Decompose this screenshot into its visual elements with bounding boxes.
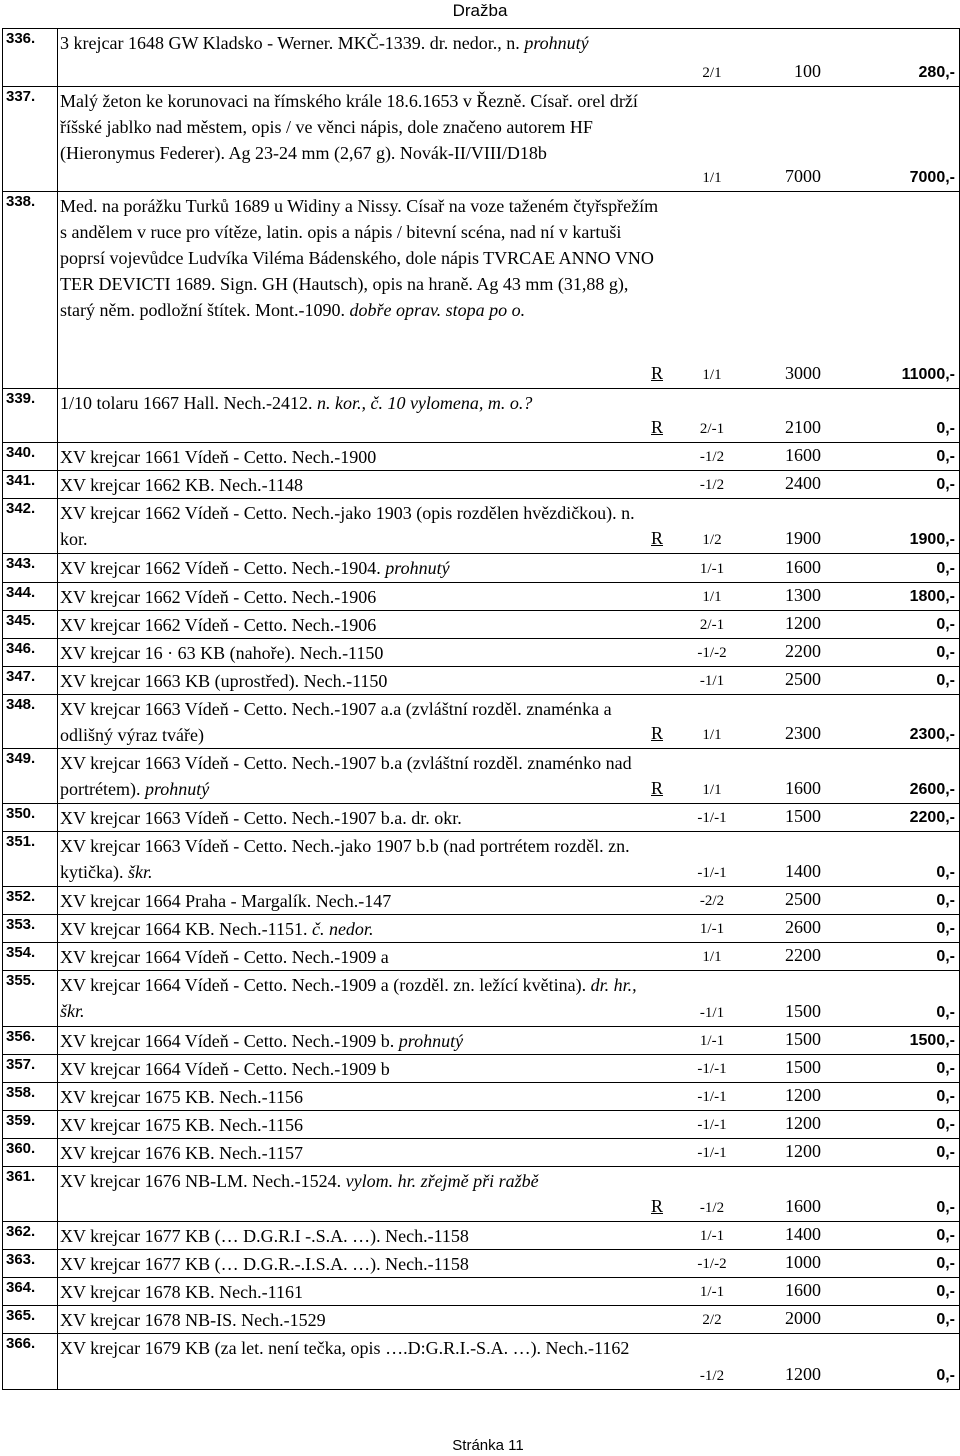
lot-details (58, 389, 960, 443)
lot-description-note: prohnutý (144, 779, 210, 799)
hammer-price: 280,- (918, 64, 955, 81)
starting-price: 1900 (785, 528, 821, 548)
lot-values (651, 1054, 959, 1080)
starting-price: 1300 (785, 585, 821, 605)
hammer-price: 0,- (936, 920, 955, 937)
auction-lots-table (2, 28, 960, 1390)
lot-details (58, 695, 960, 749)
hammer-price: 0,- (936, 1311, 955, 1328)
lot-description: XV krejcar 1662 Vídeň - Cetto. Nech.-1906 (60, 615, 377, 635)
lot-row (3, 943, 960, 971)
condition-grade: 1/-1 (699, 1284, 725, 1300)
lot-values (651, 1193, 959, 1219)
starting-price: 1500 (785, 1001, 821, 1021)
lot-row (3, 1027, 960, 1055)
lot-description: XV krejcar 1679 KB (za let. není tečka, opis ….D:G.R.I.-S.A. …). Nech.-1162 (60, 1338, 630, 1358)
starting-price: 1400 (785, 1224, 821, 1244)
hammer-price: 7000,- (909, 169, 955, 186)
lot-details (58, 1111, 960, 1139)
lot-number: 364. (3, 1278, 58, 1306)
page-footer: Stránka 11 (452, 1437, 524, 1454)
lot-row (3, 667, 960, 695)
lot-description: XV krejcar 1676 KB. Nech.-1157 (60, 1143, 303, 1163)
lot-number: 359. (3, 1111, 58, 1139)
starting-price: 1200 (785, 1141, 821, 1161)
condition-grade: 1/-1 (699, 1228, 725, 1244)
lot-number: 351. (3, 832, 58, 887)
hammer-price: 0,- (936, 560, 955, 577)
lot-values (651, 666, 959, 692)
hammer-price: 0,- (936, 1283, 955, 1300)
lot-description: XV krejcar 1662 Vídeň - Cetto. Nech.-1906 (60, 587, 377, 607)
lot-description: 1/10 tolaru 1667 Hall. Nech.-2412. n. kor., č. 10 vylomena, m. o.? (60, 393, 533, 413)
lot-values (651, 1026, 959, 1052)
lot-values (651, 1361, 959, 1387)
starting-price: 2500 (785, 889, 821, 909)
condition-grade: -1/1 (699, 673, 725, 689)
lot-values (651, 998, 959, 1024)
hammer-price: 0,- (936, 616, 955, 633)
lot-number: 339. (3, 389, 58, 443)
lot-values (651, 886, 959, 912)
hammer-price: 2600,- (909, 781, 955, 798)
lot-description: XV krejcar 1662 Vídeň - Cetto. Nech.-jako 1903 (opis rozdělen hvězdičkou). n. kor. (60, 503, 635, 549)
lot-row (3, 1278, 960, 1306)
lot-number: 356. (3, 1027, 58, 1055)
lot-row (3, 1111, 960, 1139)
lot-details (58, 1306, 960, 1334)
lot-values (651, 914, 959, 940)
lot-description: XV krejcar 1663 KB (uprostřed). Nech.-1150 (60, 671, 388, 691)
lot-values (651, 470, 959, 496)
condition-grade: 2/1 (702, 65, 722, 81)
lot-details (58, 87, 960, 192)
hammer-price: 0,- (936, 420, 955, 437)
lot-number: 358. (3, 1083, 58, 1111)
starting-price: 1200 (785, 1085, 821, 1105)
lot-row (3, 915, 960, 943)
lot-values (651, 1277, 959, 1303)
lot-values (651, 942, 959, 968)
lot-row (3, 1306, 960, 1334)
lot-details (58, 915, 960, 943)
condition-grade: 2/-1 (699, 617, 725, 633)
lot-row (3, 499, 960, 554)
starting-price: 1500 (785, 1029, 821, 1049)
lot-details (58, 943, 960, 971)
hammer-price: 0,- (936, 1116, 955, 1133)
lot-number: 340. (3, 443, 58, 471)
lot-number: 350. (3, 804, 58, 832)
lot-row (3, 1139, 960, 1167)
lot-details (58, 554, 960, 583)
condition-grade: -1/-1 (697, 1117, 727, 1133)
lot-description: XV krejcar 1677 KB (… D.G.R.I -.S.A. …). Nech.-1158 (60, 1226, 469, 1246)
lot-description-note: dobře oprav. stopa po o. (349, 300, 526, 320)
starting-price: 100 (794, 61, 821, 81)
page-header-title: Dražba (452, 1, 508, 20)
lot-details (58, 1027, 960, 1055)
lot-details (58, 639, 960, 667)
lot-number: 360. (3, 1139, 58, 1167)
lot-number: 353. (3, 915, 58, 943)
starting-price: 7000 (785, 166, 821, 186)
lot-description: XV krejcar 1676 NB-LM. Nech.-1524. vylom. hr. zřejmě při ražbě (60, 1171, 539, 1191)
lot-details (58, 443, 960, 471)
lot-description: XV krejcar 1661 Vídeň - Cetto. Nech.-1900 (60, 447, 377, 467)
condition-grade: 1/1 (702, 367, 722, 383)
hammer-price: 0,- (936, 1088, 955, 1105)
lot-details (58, 1278, 960, 1306)
lot-row (3, 749, 960, 804)
condition-grade: 1/1 (702, 170, 722, 186)
condition-grade: -1/2 (699, 1200, 725, 1216)
lot-details (58, 1055, 960, 1083)
lot-number: 344. (3, 583, 58, 611)
hammer-price: 0,- (936, 1060, 955, 1077)
hammer-price: 0,- (936, 1255, 955, 1272)
starting-price: 2200 (785, 641, 821, 661)
rarity-mark: R (651, 723, 664, 743)
lot-row (3, 971, 960, 1027)
lot-number: 346. (3, 639, 58, 667)
starting-price: 1200 (785, 1364, 821, 1384)
lot-description: Med. na porážku Turků 1689 u Widiny a Nissy. Císař na voze taženém čtyřspřežím s andělem v ruce pro vítěze, latin. opis a nápis / bitevní scéna, nad ní v kartuši poprsí vojevůdce Ludvíka Viléma Bádenského, dole nápis TVRCAE ANNO VNO TER DEVICTI 1689. Sign. GH (Hautsch), opis na hraně. Ag 43 mm (31,88 g), starý něm. podložní štítek. Mont.-1090. dobře oprav. stopa po o. (60, 196, 659, 320)
lot-details (58, 667, 960, 695)
lot-description: XV krejcar 1677 KB (… D.G.R.-.I.S.A. …). Nech.-1158 (60, 1254, 469, 1274)
lot-values (651, 554, 959, 580)
condition-grade: 1/1 (702, 949, 722, 965)
hammer-price: 0,- (936, 672, 955, 689)
condition-grade: -1/-1 (697, 865, 727, 881)
lot-values (651, 720, 959, 746)
starting-price: 1200 (785, 613, 821, 633)
lot-values (651, 1082, 959, 1108)
lot-number: 361. (3, 1167, 58, 1222)
lot-description: XV krejcar 1662 KB. Nech.-1148 (60, 475, 303, 495)
lot-details (58, 832, 960, 887)
lot-number: 365. (3, 1306, 58, 1334)
starting-price: 1600 (785, 445, 821, 465)
lot-details (58, 1083, 960, 1111)
condition-grade: -1/-1 (697, 1145, 727, 1161)
hammer-price: 1500,- (909, 1032, 955, 1049)
lot-row (3, 471, 960, 499)
lot-details (58, 471, 960, 499)
condition-grade: 1/-1 (699, 921, 725, 937)
lot-description: XV krejcar 1663 Vídeň - Cetto. Nech.-jako 1907 b.b (nad portrétem rozděl. zn. kytička). škr. (60, 836, 630, 882)
condition-grade: -1/2 (699, 477, 725, 493)
lot-number: 338. (3, 192, 58, 389)
lot-values (651, 1110, 959, 1136)
lot-number: 352. (3, 887, 58, 915)
lot-description: XV krejcar 1664 Vídeň - Cetto. Nech.-1909 b. prohnutý (60, 1031, 464, 1051)
starting-price: 2100 (785, 417, 821, 437)
condition-grade: 1/2 (702, 532, 722, 548)
lot-details (58, 1222, 960, 1250)
lot-description: Malý žeton ke korunovaci na římského krále 18.6.1653 v Řezně. Císař. orel drží říšské jablko nad městem, opis / ve věnci nápis, dole značeno autorem HF (Hieronymus Federer). Ag 23-24 mm (2,67 g). Novák-II/VIII/D18b (60, 91, 638, 163)
lot-values (651, 1249, 959, 1275)
starting-price: 1600 (785, 1280, 821, 1300)
lot-row (3, 583, 960, 611)
lot-details (58, 1139, 960, 1167)
lot-description-note: n. kor., č. 10 vylomena, m. o.? (316, 393, 533, 413)
lot-values (651, 638, 959, 664)
condition-grade: -1/-2 (697, 645, 727, 661)
lot-number: 345. (3, 611, 58, 639)
condition-grade: 1/-1 (699, 1033, 725, 1049)
lot-description-note: prohnutý (398, 1031, 464, 1051)
lot-description-note: prohnutý (524, 33, 589, 53)
lot-description: XV krejcar 1662 Vídeň - Cetto. Nech.-1904. prohnutý (60, 558, 450, 578)
lot-values (651, 858, 959, 884)
condition-grade: -1/-2 (697, 1256, 727, 1272)
hammer-price: 0,- (936, 948, 955, 965)
lot-number: 337. (3, 87, 58, 192)
hammer-price: 0,- (936, 1144, 955, 1161)
lot-number: 354. (3, 943, 58, 971)
condition-grade: -1/2 (699, 449, 725, 465)
hammer-price: 0,- (936, 1367, 955, 1384)
lot-details (58, 583, 960, 611)
lot-details (58, 1250, 960, 1278)
condition-grade: -1/-1 (697, 810, 727, 826)
lot-row (3, 804, 960, 832)
starting-price: 1400 (785, 861, 821, 881)
condition-grade: -1/-1 (697, 1061, 727, 1077)
starting-price: 1000 (785, 1252, 821, 1272)
rarity-mark: R (651, 528, 664, 548)
starting-price: 1500 (785, 806, 821, 826)
rarity-mark: R (651, 1196, 664, 1216)
lot-number: 343. (3, 554, 58, 583)
lot-row (3, 887, 960, 915)
hammer-price: 0,- (936, 476, 955, 493)
hammer-price: 0,- (936, 448, 955, 465)
lot-row (3, 695, 960, 749)
lot-values (651, 582, 959, 608)
lot-number: 342. (3, 499, 58, 554)
lot-row (3, 87, 960, 192)
hammer-price: 11000,- (901, 366, 955, 383)
starting-price: 2400 (785, 473, 821, 493)
lot-row (3, 639, 960, 667)
lot-description: XV krejcar 1664 Vídeň - Cetto. Nech.-1909 b (60, 1059, 390, 1079)
hammer-price: 0,- (936, 892, 955, 909)
starting-price: 1600 (785, 557, 821, 577)
lot-description: XV krejcar 16 · 63 KB (nahoře). Nech.-1150 (60, 643, 384, 663)
lot-values (651, 360, 959, 386)
lot-description: XV krejcar 1678 KB. Nech.-1161 (60, 1282, 303, 1302)
lot-row (3, 29, 960, 87)
lot-row (3, 554, 960, 583)
starting-price: 2600 (785, 917, 821, 937)
lot-description: XV krejcar 1664 Praha - Margalík. Nech.-147 (60, 891, 392, 911)
starting-price: 3000 (785, 363, 821, 383)
lot-values (651, 775, 959, 801)
lot-values (651, 163, 959, 189)
starting-price: 1500 (785, 1057, 821, 1077)
lot-description-note: č. nedor. (311, 919, 374, 939)
lot-details (58, 749, 960, 804)
starting-price: 2000 (785, 1308, 821, 1328)
hammer-price: 1800,- (909, 588, 955, 605)
lot-description-note: dr. hr., škr. (60, 975, 637, 1021)
rarity-mark: R (651, 417, 664, 437)
lot-number: 348. (3, 695, 58, 749)
lot-row (3, 1250, 960, 1278)
lot-details (58, 611, 960, 639)
condition-grade: 1/1 (702, 589, 722, 605)
lot-details (58, 499, 960, 554)
condition-grade: -1/1 (699, 1005, 725, 1021)
lot-row (3, 192, 960, 389)
lot-row (3, 443, 960, 471)
lot-description: XV krejcar 1678 NB-IS. Nech.-1529 (60, 1310, 326, 1330)
lot-values (651, 442, 959, 468)
lot-values (651, 414, 959, 440)
lot-details (58, 192, 960, 389)
lot-number: 366. (3, 1334, 58, 1390)
condition-grade: -1/2 (699, 1368, 725, 1384)
lot-row (3, 1334, 960, 1390)
lot-description: XV krejcar 1664 Vídeň - Cetto. Nech.-1909 a (rozděl. zn. ležící květina). dr. hr., škr. (60, 975, 637, 1021)
condition-grade: 1/-1 (699, 561, 725, 577)
lot-description-note: škr. (127, 862, 153, 882)
lot-description-note: prohnutý (385, 558, 450, 578)
starting-price: 1200 (785, 1113, 821, 1133)
lot-row (3, 389, 960, 443)
lot-number: 349. (3, 749, 58, 804)
lot-number: 363. (3, 1250, 58, 1278)
lot-number: 355. (3, 971, 58, 1027)
condition-grade: 1/1 (702, 727, 722, 743)
lot-description: XV krejcar 1675 KB. Nech.-1156 (60, 1087, 303, 1107)
lot-values (651, 525, 959, 551)
rarity-mark: R (651, 778, 664, 798)
lot-values (651, 1305, 959, 1331)
condition-grade: 2/2 (702, 1312, 722, 1328)
hammer-price: 0,- (936, 1004, 955, 1021)
condition-grade: 2/-1 (699, 421, 725, 437)
starting-price: 1600 (785, 1196, 821, 1216)
lot-values (651, 1221, 959, 1247)
condition-grade: -1/-1 (697, 1089, 727, 1105)
lot-row (3, 1083, 960, 1111)
auction-lots-body (3, 29, 960, 1390)
starting-price: 2500 (785, 669, 821, 689)
lot-number: 347. (3, 667, 58, 695)
lot-description: 3 krejcar 1648 GW Kladsko - Werner. MKČ-1339. dr. nedor., n. prohnutý (60, 33, 589, 53)
lot-details (58, 29, 960, 87)
condition-grade: -2/2 (699, 893, 725, 909)
lot-description: XV krejcar 1664 KB. Nech.-1151. č. nedor. (60, 919, 374, 939)
lot-number: 357. (3, 1055, 58, 1083)
lot-values (651, 58, 959, 84)
lot-values (651, 610, 959, 636)
lot-description: XV krejcar 1663 Vídeň - Cetto. Nech.-1907 b.a (zvláštní rozděl. znaménko nad portrétem). prohnutý (60, 753, 632, 799)
lot-details (58, 804, 960, 832)
lot-row (3, 1167, 960, 1222)
lot-row (3, 1055, 960, 1083)
lot-details (58, 971, 960, 1027)
lot-details (58, 1167, 960, 1222)
rarity-mark: R (651, 363, 664, 383)
lot-details (58, 1334, 960, 1390)
hammer-price: 1900,- (909, 531, 955, 548)
starting-price: 1600 (785, 778, 821, 798)
lot-number: 336. (3, 29, 58, 87)
hammer-price: 0,- (936, 864, 955, 881)
lot-values (651, 803, 959, 829)
lot-description: XV krejcar 1663 Vídeň - Cetto. Nech.-1907 b.a. dr. okr. (60, 808, 462, 828)
lot-row (3, 832, 960, 887)
hammer-price: 2200,- (909, 809, 955, 826)
lot-number: 362. (3, 1222, 58, 1250)
lot-row (3, 1222, 960, 1250)
lot-values (651, 1138, 959, 1164)
lot-row (3, 611, 960, 639)
hammer-price: 0,- (936, 644, 955, 661)
hammer-price: 2300,- (909, 726, 955, 743)
starting-price: 2200 (785, 945, 821, 965)
starting-price: 2300 (785, 723, 821, 743)
hammer-price: 0,- (936, 1199, 955, 1216)
lot-description-note: vylom. hr. zřejmě při ražbě (345, 1171, 539, 1191)
hammer-price: 0,- (936, 1227, 955, 1244)
lot-description: XV krejcar 1664 Vídeň - Cetto. Nech.-1909 a (60, 947, 389, 967)
lot-description: XV krejcar 1663 Vídeň - Cetto. Nech.-1907 a.a (zvláštní rozděl. znaménka a odlišný výraz tváře) (60, 699, 612, 745)
lot-details (58, 887, 960, 915)
condition-grade: 1/1 (702, 782, 722, 798)
lot-number: 341. (3, 471, 58, 499)
lot-description: XV krejcar 1675 KB. Nech.-1156 (60, 1115, 303, 1135)
